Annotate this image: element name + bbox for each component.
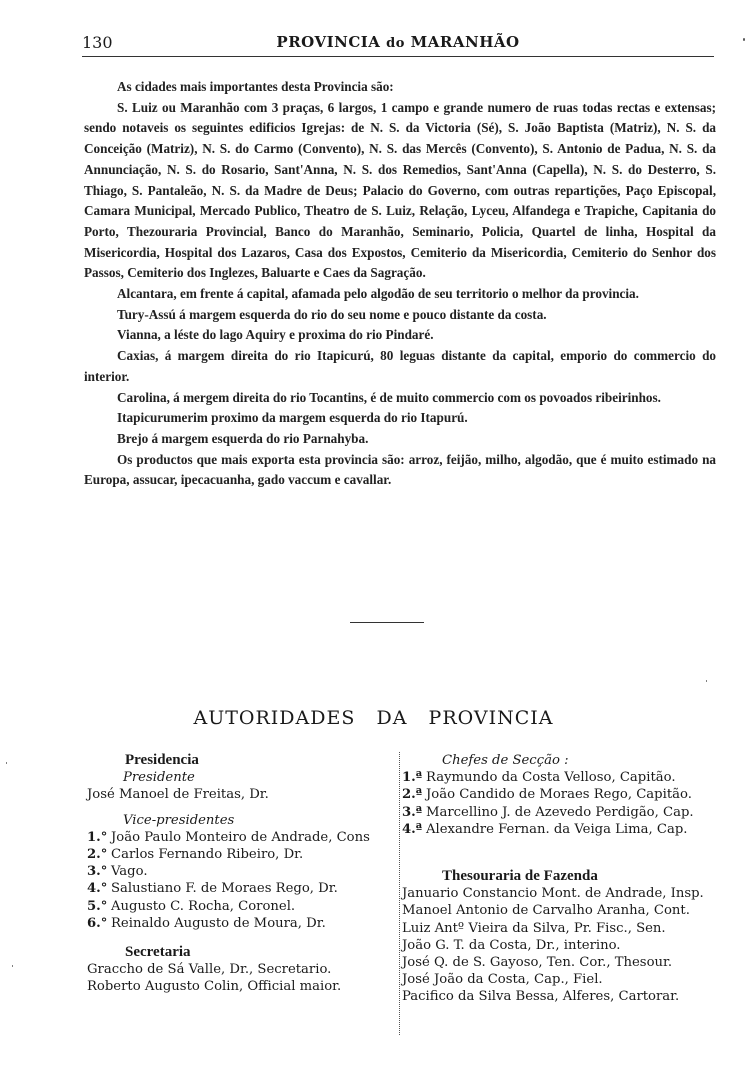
vice-presidents-label: Vice-presidentes [123,812,235,828]
chefe-row [402,769,732,786]
thesouraria-member: Luiz Antº Vieira da Silva, Pr. Fisc., Sen. [402,920,666,936]
thesouraria-member: José Q. de S. Gayoso, Ten. Cor., Thesour. [402,955,673,971]
vice-number: 2.° [87,847,108,863]
paragraph-alcantara: Alcantara, em frente á capital, afamada pelo algodão de seu territorio o melhor da provincia. [117,286,639,302]
chefe-row [402,804,732,821]
vice-number: 5.° [87,898,108,914]
chefe-name: Alexandre Fernan. da Veiga Lima, Cap. [426,821,688,837]
vice-president-row [87,863,397,880]
header-rule [82,56,714,57]
vice-president-row [87,880,397,897]
section-separator-rule [350,622,424,623]
vice-name: Carlos Fernando Ribeiro, Dr. [111,847,304,863]
body-text [84,77,716,491]
paragraph-caxias: Caxias, á margem direita do rio Itapicurú, 80 leguas distante da capital, emporio do commercio do interior. [84,348,716,384]
secretaria-member: Roberto Augusto Colin, Official maior. [87,979,342,995]
running-title-part1: PROVINCIA [276,33,387,51]
chefe-name: Marcellino J. de Azevedo Perdigão, Cap. [426,804,694,820]
chefe-number: 1.ª [402,770,423,786]
vice-name: Salustiano F. de Moraes Rego, Dr. [111,881,338,897]
chefe-number: 2.ª [402,787,423,803]
paragraph-vianna: Vianna, a léste do lago Aquiry e proxima do rio Pindaré. [117,327,434,343]
vice-president-row [87,915,397,932]
paragraph-productos: Os productos que mais exporta esta provincia são: arroz, feijão, milho, algodão, que é muito estimado na Europa, assucar, ipecacuanha, gado vaccum e cavallar. [84,451,716,488]
chefe-number: 4.ª [402,821,423,837]
vice-number: 4.° [87,881,108,897]
paragraph-sao-luiz: S. Luiz ou Maranhão com 3 praças, 6 largos, 1 campo e grande numero de ruas todas rectas e extensas; sendo notaveis os seguintes edificios Igrejas: de N. S. da Victoria (Sé), S. João Baptista (Matriz), N. S. da Conceição (Matriz), N. S. do Carmo (Convento), N. S. das Mercês (Convento), S. Antonio de Padua, N. S. da Annunciação, N. S. do Rosario, Sant'Anna, N. S. dos Remedios, Sant'Anna (Capella), N. S. do Desterro, S. Thiago, S. Pantaleão, N. S. da Madre de Deus; Palacio do Governo, com outras repartições, Paço Episcopal, Camara Municipal, Mercado Publico, Theatro de S. Luiz, Relação, Lyceu, Alfandega e Trapiche, Capitania do Porto, Thezouraria Provincial, Banco do Maranhão, Seminario, Policia, Quartel de linha, Hospital da Misericordia, Hospital dos Lazaros, Casa dos Expostos, Cemiterio da Misericordia, Cemiterio do Senhor dos Passos, Cemiterio dos Inglezes, Baluarte e Caes da Sagração. [84,99,716,281]
paragraph-carolina: Carolina, á mergem direita do rio Tocantins, é de muito commercio com os povoados ribeirinhos. [117,389,661,405]
secretaria-heading: Secretaria [125,944,191,961]
secretaria-member: Graccho de Sá Valle, Dr., Secretario. [87,962,332,978]
thesouraria-heading: Thesouraria de Fazenda [442,868,598,885]
section-title-text: AUTORIDADES DA PROVINCIA [193,707,554,729]
chefe-name: Raymundo da Costa Velloso, Capitão. [426,770,676,786]
vice-name: Augusto C. Rocha, Coronel. [111,898,296,914]
president-label: Presidente [123,770,195,786]
chefes-label: Chefes de Secção : [442,753,569,768]
vice-number: 6.° [87,915,108,931]
vice-president-row [87,829,397,846]
paragraph-intro: As cidades mais importantes desta Provincia são: [117,79,394,94]
running-title-part2: do [386,36,405,51]
thesouraria-member: Manoel Antonio de Carvalho Aranha, Cont. [402,903,690,919]
print-speck [706,680,707,682]
column-divider [399,752,400,1035]
vice-president-row [87,898,397,915]
chefe-row [402,786,732,803]
vice-name: Reinaldo Augusto de Moura, Dr. [111,915,326,931]
thesouraria-member: Januario Constancio Mont. de Andrade, Insp. [402,886,704,902]
thesouraria-member: José João da Costa, Cap., Fiel. [402,972,603,988]
vice-name: Vago. [111,864,148,880]
running-title-part3: MARANHÃO [404,33,520,51]
paragraph-brejo: Brejo á margem esquerda do rio Parnahyba. [117,430,369,446]
section-title [0,707,747,729]
left-column [87,752,397,996]
running-head [82,33,714,57]
thesouraria-member: João G. T. da Costa, Dr., interino. [402,937,621,953]
paragraph-tury-assu: Tury-Assú á margem esquerda do rio do seu nome e pouco distante da costa. [117,306,547,322]
vice-number: 1.° [87,829,108,845]
vice-president-row [87,846,397,863]
page-number: 130 [82,33,113,52]
chefe-name: João Candido de Moraes Rego, Capitão. [426,787,692,803]
president-name: José Manoel de Freitas, Dr. [87,787,269,803]
chefe-row [402,821,732,838]
thesouraria-member: Pacifico da Silva Bessa, Alferes, Cartorar. [402,989,680,1005]
chefe-number: 3.ª [402,804,423,820]
vice-name: João Paulo Monteiro de Andrade, Cons [111,829,370,845]
print-speck [12,965,13,967]
running-title [82,33,714,51]
print-speck [743,38,745,41]
right-column [402,752,732,1006]
vice-number: 3.° [87,864,108,880]
presidencia-heading: Presidencia [125,752,199,768]
paragraph-itapicurumerim: Itapicurumerim proximo da margem esquerda do rio Itapurú. [117,410,468,426]
print-speck [6,762,7,764]
